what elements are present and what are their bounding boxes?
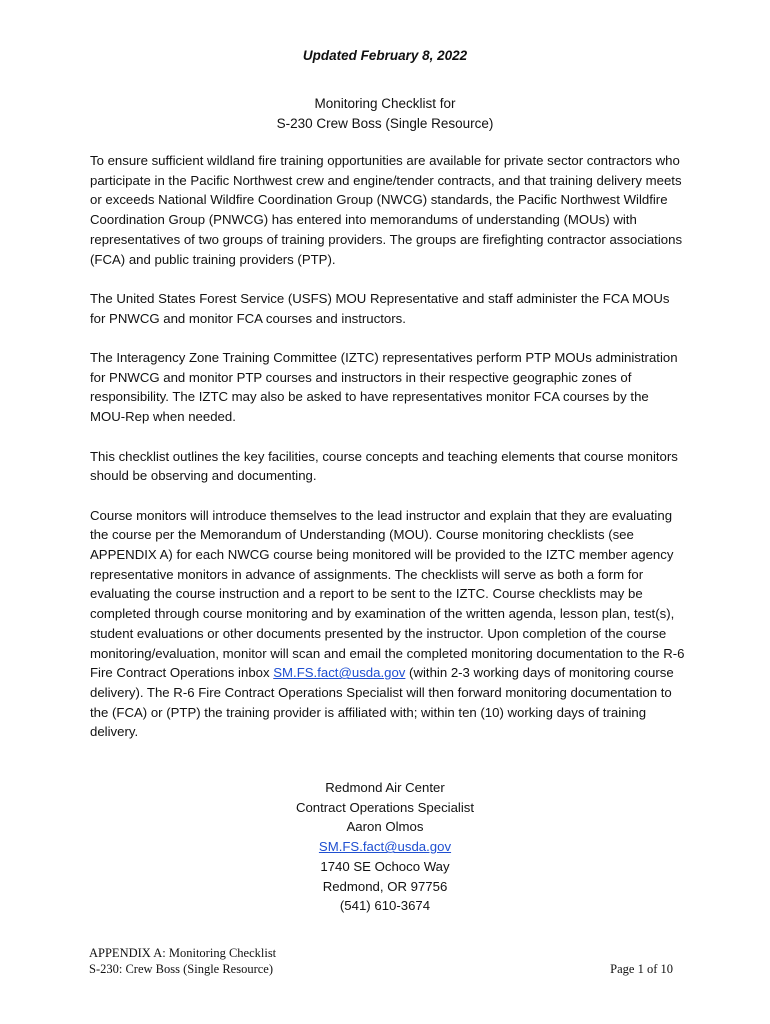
- contact-name: Aaron Olmos: [346, 819, 424, 835]
- body-text: [90, 151, 686, 762]
- paragraph-checklist: This checklist outlines the key facilities, course concepts and teaching elements that course monitors should be observing and documenting.: [90, 448, 678, 484]
- contact-role: Contract Operations Specialist: [295, 799, 475, 815]
- title-line-1: Monitoring Checklist for: [314, 96, 456, 111]
- paragraph-usfs: The United States Forest Service (USFS) MOU Representative and staff administer the FCA MOUs for PNWCG and monitor FCA courses and instructors.: [90, 290, 670, 326]
- updated-date: Updated February 8, 2022: [302, 48, 468, 63]
- paragraph-procedure: [90, 506, 686, 742]
- footer-appendix: APPENDIX A: Monitoring Checklist: [89, 946, 277, 960]
- email-link-inline[interactable]: SM.FS.fact@usda.gov: [273, 665, 406, 681]
- procedure-text: Course monitors will introduce themselves to the lead instructor and explain that they are evaluating the course per the Memorandum of Understanding (MOU). Course monitoring checklists (see APPENDIX A) for each NWCG course being monitored will be provided to the IZTC member agency representative monitors in advance of assignments. The checklists will serve as both a form for evaluating the course instruction and a report to be sent to the IZTC. Course checklists may be completed through course monitoring and by examination of the written agenda, lesson plan, test(s), student evaluations or other documents presented by the instructor. Upon completion of the course monitoring/evaluation, monitor will scan and email the completed monitoring documentation to the R-6 Fire Contract Operations inbox: [90, 507, 685, 681]
- footer-course: S-230: Crew Boss (Single Resource): [89, 962, 274, 976]
- contact-block: [0, 778, 770, 916]
- paragraph-intro: To ensure sufficient wildland fire training opportunities are available for private sector contractors who participate in the Pacific Northwest crew and engine/tender contracts, and that training delivery meets or exceeds National Wildfire Coordination Group (NWCG) standards, the Pacific Northwest Wildfire Coordination Group (PNWCG) has entered into memorandums of understanding (MOUs) with representatives of two groups of training providers. The groups are firefighting contractor associations (FCA) and public training providers (PTP).: [90, 153, 683, 267]
- contact-city: Redmond, OR 97756: [322, 878, 448, 894]
- contact-phone: (541) 610-3674: [339, 898, 431, 914]
- title-line-2: S-230 Crew Boss (Single Resource): [276, 116, 494, 131]
- document-title: [0, 94, 770, 134]
- page-footer: [89, 945, 673, 977]
- procedure-text-continued: (within 2-3 working days of monitoring course delivery). The R-6 Fire Contract Operations Specialist will then forward monitoring documentation to the (FCA) or (PTP) the training provider is affiliated with; within ten (10) working days of training delivery.: [90, 665, 674, 740]
- page-number: Page 1 of 10: [610, 962, 673, 976]
- contact-org: Redmond Air Center: [325, 780, 445, 795]
- contact-street: 1740 SE Ochoco Way: [320, 858, 450, 874]
- contact-email-link[interactable]: SM.FS.fact@usda.gov: [318, 839, 452, 855]
- paragraph-iztc: The Interagency Zone Training Committee (IZTC) representatives perform PTP MOUs administration for PNWCG and monitor PTP courses and instructors in their respective geographic zones of responsibility. The IZTC may also be asked to have representatives monitor FCA courses by the MOU-Rep when needed.: [90, 350, 678, 425]
